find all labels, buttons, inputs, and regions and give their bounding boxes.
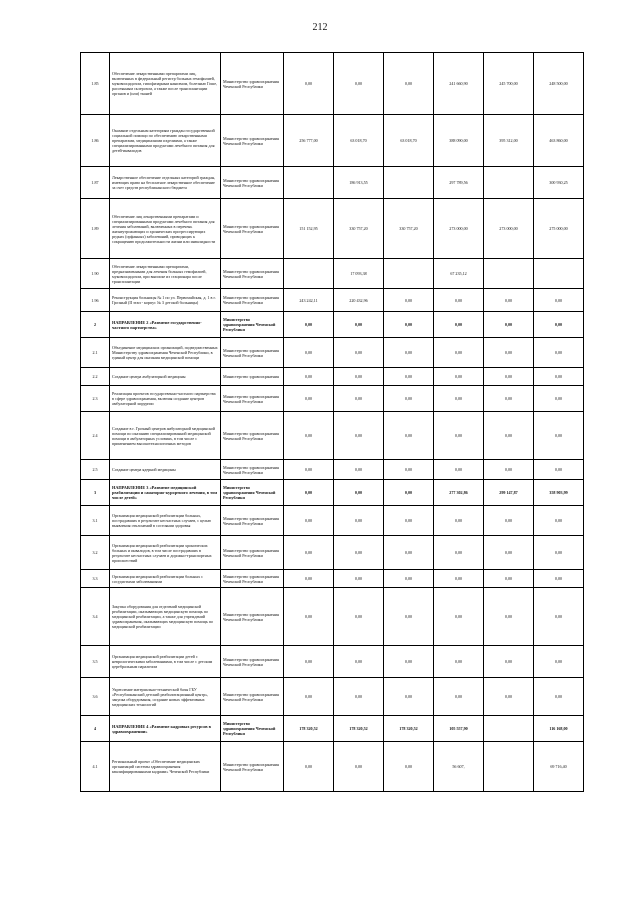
value-cell: 395 312,00 bbox=[484, 115, 534, 167]
activity-name: НАПРАВЛЕНИЕ 3 «Развитие медицинской реабилитации и санаторно-курортного лечения, в том числе детей» bbox=[110, 480, 221, 506]
executor: Министерство здравоохранения Чеченской Республики bbox=[221, 716, 284, 742]
row-number: 2.2 bbox=[81, 368, 110, 386]
value-cell: 0,00 bbox=[534, 289, 584, 312]
activity-name: Укрепление материально-технической базы ГБУ «Республиканский детский реабилитационный центр», закупка оборудования, создание новых эффективных медицинских технологий bbox=[110, 678, 221, 716]
value-cell: 17 093,38 bbox=[334, 259, 384, 289]
value-cell: 220 432,96 bbox=[334, 289, 384, 312]
activity-name: Региональный проект «Обеспечение медицинских организаций системы здравоохранения квалифицированными кадрами» Чеченской Республики bbox=[110, 742, 221, 792]
value-cell: 0,00 bbox=[434, 460, 484, 480]
executor: Министерство здравоохранения bbox=[221, 368, 284, 386]
row-number: 1.87 bbox=[81, 167, 110, 199]
row-number: 1.90 bbox=[81, 259, 110, 289]
value-cell: 0,00 bbox=[484, 368, 534, 386]
value-cell: 0,00 bbox=[284, 570, 334, 588]
value-cell bbox=[484, 259, 534, 289]
executor: Министерство здравоохранения Чеченской Республики bbox=[221, 536, 284, 570]
value-cell: 0,00 bbox=[284, 53, 334, 115]
row-number: 3.5 bbox=[81, 646, 110, 678]
value-cell: 358 903,99 bbox=[534, 480, 584, 506]
value-cell: 243 242,11 bbox=[284, 289, 334, 312]
row-number: 1.85 bbox=[81, 53, 110, 115]
value-cell: 0,00 bbox=[384, 386, 434, 412]
executor: Министерство здравоохранения Чеченской Республики bbox=[221, 678, 284, 716]
executor: Министерство здравоохранения Чеченской Республики bbox=[221, 115, 284, 167]
activity-name: Организация медицинской реабилитации хронических больных и инвалидов, в том числе пострадавших в результате несчастных случаев и дорожно-транспортных происшествий bbox=[110, 536, 221, 570]
value-cell: 0,00 bbox=[534, 570, 584, 588]
activity-name: Обеспечение лекарственными препаратами, предназначенными для лечения больных гемофилией, муковисцидозом, при выписке из стационара после трансплантации bbox=[110, 259, 221, 289]
activity-name: Оказание отдельным категориям граждан государственной социальной помощи по обеспечению лекарственными препаратами, медицинскими изделиями, а также специализированными продуктами лечебного питания для детей-инвалидов bbox=[110, 115, 221, 167]
value-cell: 273 000,00 bbox=[434, 199, 484, 259]
value-cell: 0,00 bbox=[334, 678, 384, 716]
table-row bbox=[81, 506, 584, 536]
table-row bbox=[81, 386, 584, 412]
value-cell: 0,00 bbox=[434, 412, 484, 460]
value-cell: 0,00 bbox=[484, 312, 534, 338]
value-cell: 69 716,40 bbox=[534, 742, 584, 792]
executor: Министерство здравоохранения Чеченской Республики bbox=[221, 742, 284, 792]
value-cell: 0,00 bbox=[284, 588, 334, 646]
row-number: 3.1 bbox=[81, 506, 110, 536]
row-number: 3.6 bbox=[81, 678, 110, 716]
value-cell: 0,00 bbox=[384, 338, 434, 368]
row-number: 2.1 bbox=[81, 338, 110, 368]
value-cell: 256 777,00 bbox=[284, 115, 334, 167]
table-row bbox=[81, 338, 584, 368]
executor: Министерство здравоохранения Чеченской Республики bbox=[221, 312, 284, 338]
value-cell bbox=[484, 742, 534, 792]
value-cell: 0,00 bbox=[334, 570, 384, 588]
value-cell: 0,00 bbox=[334, 646, 384, 678]
activity-name: Объединение медицинских организаций, подведомственных Министерству здравоохранения Чеченской Республики, в единый центр для оказания медицинской помощи bbox=[110, 338, 221, 368]
value-cell: 0,00 bbox=[534, 412, 584, 460]
activity-name: Организация медицинской реабилитации детей с неврологическими заболеваниями, в том числе с детским церебральным параличом bbox=[110, 646, 221, 678]
value-cell: 0,00 bbox=[484, 570, 534, 588]
value-cell: 63 018,70 bbox=[334, 115, 384, 167]
value-cell: 0,00 bbox=[484, 386, 534, 412]
value-cell: 0,00 bbox=[534, 646, 584, 678]
table-row bbox=[81, 199, 584, 259]
value-cell: 0,00 bbox=[534, 588, 584, 646]
executor: Министерство здравоохранения Чеченской Республики bbox=[221, 460, 284, 480]
value-cell: 0,00 bbox=[434, 289, 484, 312]
value-cell: 178 320,52 bbox=[384, 716, 434, 742]
value-cell: 0,00 bbox=[284, 480, 334, 506]
value-cell: 0,00 bbox=[384, 460, 434, 480]
value-cell bbox=[384, 259, 434, 289]
table-row bbox=[81, 289, 584, 312]
executor: Министерство здравоохранения Чеченской Республики bbox=[221, 646, 284, 678]
table-row bbox=[81, 53, 584, 115]
value-cell bbox=[284, 259, 334, 289]
value-cell: 0,00 bbox=[534, 678, 584, 716]
value-cell: 0,00 bbox=[384, 570, 434, 588]
executor: Министерство здравоохранения Чеченской Республики bbox=[221, 289, 284, 312]
table-row bbox=[81, 259, 584, 289]
executor: Министерство здравоохранения Чеченской Республики bbox=[221, 412, 284, 460]
activity-name: Лекарственное обеспечение отдельных категорий граждан, имеющих право на бесплатное лекарственное обеспечение за счет средств республиканского бюджета bbox=[110, 167, 221, 199]
activity-name: Закупка оборудования для отделений медицинской реабилитации, оказывающих медицинскую помощь по медицинской реабилитации, а также для учреждений здравоохранения, оказывающих медицинскую помощь по медицинской реабилитации bbox=[110, 588, 221, 646]
value-cell: 300 930,25 bbox=[534, 167, 584, 199]
executor: Министерство здравоохранения Чеченской Республики bbox=[221, 588, 284, 646]
row-number: 2.3 bbox=[81, 386, 110, 412]
row-number: 1.89 bbox=[81, 199, 110, 259]
value-cell: 0,00 bbox=[534, 338, 584, 368]
value-cell: 0,00 bbox=[384, 53, 434, 115]
row-number: 3.4 bbox=[81, 588, 110, 646]
value-cell: 151 152,95 bbox=[284, 199, 334, 259]
value-cell: 178 320,52 bbox=[284, 716, 334, 742]
value-cell: 0,00 bbox=[434, 646, 484, 678]
value-cell: 56 607, bbox=[434, 742, 484, 792]
value-cell: 178 320,52 bbox=[334, 716, 384, 742]
value-cell: 0,00 bbox=[284, 460, 334, 480]
value-cell: 0,00 bbox=[334, 412, 384, 460]
value-cell: 0,00 bbox=[534, 368, 584, 386]
executor: Министерство здравоохранения Чеченской Республики bbox=[221, 506, 284, 536]
value-cell: 299 147,87 bbox=[484, 480, 534, 506]
value-cell: 0,00 bbox=[334, 368, 384, 386]
row-number: 2 bbox=[81, 312, 110, 338]
table-row bbox=[81, 412, 584, 460]
table-row bbox=[81, 588, 584, 646]
value-cell: 0,00 bbox=[434, 678, 484, 716]
value-cell bbox=[484, 167, 534, 199]
value-cell: 67 235,12 bbox=[434, 259, 484, 289]
value-cell bbox=[534, 259, 584, 289]
value-cell: 0,00 bbox=[334, 742, 384, 792]
value-cell: 0,00 bbox=[284, 386, 334, 412]
row-number: 3.3 bbox=[81, 570, 110, 588]
value-cell bbox=[484, 716, 534, 742]
value-cell: 0,00 bbox=[284, 412, 334, 460]
value-cell: 0,00 bbox=[434, 570, 484, 588]
value-cell: 0,00 bbox=[434, 386, 484, 412]
executor: Министерство здравоохранения Чеченской Республики bbox=[221, 53, 284, 115]
value-cell: 0,00 bbox=[434, 506, 484, 536]
activity-name: НАПРАВЛЕНИЕ 2 «Развитие государственно-частного партнерства» bbox=[110, 312, 221, 338]
value-cell: 0,00 bbox=[384, 646, 434, 678]
table-row bbox=[81, 460, 584, 480]
direction-row bbox=[81, 480, 584, 506]
value-cell: 0,00 bbox=[384, 588, 434, 646]
table-row bbox=[81, 368, 584, 386]
value-cell bbox=[284, 167, 334, 199]
activity-name: НАПРАВЛЕНИЕ 4 «Развитие кадровых ресурсов в здравоохранении» bbox=[110, 716, 221, 742]
value-cell: 0,00 bbox=[434, 536, 484, 570]
activity-name: Реализация проектов государственно-частного партнерства в сфере здравоохранения, включая создание центров амбулаторной хирургии bbox=[110, 386, 221, 412]
value-cell: 0,00 bbox=[284, 312, 334, 338]
value-cell: 0,00 bbox=[434, 588, 484, 646]
value-cell: 0,00 bbox=[334, 536, 384, 570]
value-cell: 0,00 bbox=[384, 480, 434, 506]
activity-name: Создание в г. Грозный центров амбулаторной медицинской помощи по оказанию специализированной медицинской помощи в амбулаторных условиях, в том числе с применением высокотехнологичных методов bbox=[110, 412, 221, 460]
table-row bbox=[81, 167, 584, 199]
row-number: 4.1 bbox=[81, 742, 110, 792]
table-row bbox=[81, 742, 584, 792]
value-cell: 388 090,00 bbox=[434, 115, 484, 167]
value-cell: 116 168,00 bbox=[534, 716, 584, 742]
executor: Министерство здравоохранения Чеченской Республики bbox=[221, 338, 284, 368]
row-number: 1.86 bbox=[81, 115, 110, 167]
row-number: 2.5 bbox=[81, 460, 110, 480]
value-cell: 0,00 bbox=[334, 312, 384, 338]
value-cell: 275 000,00 bbox=[534, 199, 584, 259]
row-number: 3 bbox=[81, 480, 110, 506]
value-cell: 0,00 bbox=[434, 312, 484, 338]
direction-row bbox=[81, 716, 584, 742]
table-row bbox=[81, 570, 584, 588]
value-cell: 245 700,00 bbox=[484, 53, 534, 115]
value-cell: 0,00 bbox=[334, 506, 384, 536]
value-cell bbox=[384, 167, 434, 199]
row-number: 2.4 bbox=[81, 412, 110, 460]
activity-name: Обеспечение лекарственными препаратами лиц, включенных в федеральный регистр больных гемофилией, муковисцидозом, гипофизарным нанизмом, болезнью Гоше, рассеянным склерозом, а также после трансплантации органов и (или) тканей bbox=[110, 53, 221, 115]
executor: Министерство здравоохранения Чеченской Республики bbox=[221, 480, 284, 506]
executor: Министерство здравоохранения Чеченской Республики bbox=[221, 199, 284, 259]
direction-row bbox=[81, 312, 584, 338]
value-cell: 0,00 bbox=[384, 412, 434, 460]
value-cell: 273 000,00 bbox=[484, 199, 534, 259]
value-cell: 0,00 bbox=[484, 506, 534, 536]
value-cell: 330 757,20 bbox=[384, 199, 434, 259]
table-row bbox=[81, 115, 584, 167]
budget-table bbox=[80, 52, 584, 792]
row-number: 1.96 bbox=[81, 289, 110, 312]
value-cell: 0,00 bbox=[334, 338, 384, 368]
value-cell: 0,00 bbox=[384, 289, 434, 312]
value-cell: 186 913,55 bbox=[334, 167, 384, 199]
value-cell: 0,00 bbox=[484, 536, 534, 570]
activity-name: Создание центра ядерной медицины bbox=[110, 460, 221, 480]
value-cell: 0,00 bbox=[484, 588, 534, 646]
activity-name: Создание центра амбулаторной медицины bbox=[110, 368, 221, 386]
activity-name: Организация медицинской реабилитации больных, пострадавших в результате несчастных случаев, с целью выявления отклонений в состоянии здоровья bbox=[110, 506, 221, 536]
value-cell: 0,00 bbox=[534, 536, 584, 570]
value-cell: 0,00 bbox=[284, 536, 334, 570]
budget-table-container bbox=[80, 52, 584, 792]
activity-name: Обеспечение лиц лекарственными препаратами и специализированными продуктами лечебного питания для лечения заболеваний, включенных в перечень жизнеугрожающих и хронических прогрессирующих редких (орфанных) заболеваний, приводящих к сокращению продолжительности жизни или инвалидности bbox=[110, 199, 221, 259]
value-cell: 0,00 bbox=[534, 312, 584, 338]
value-cell: 241 660,90 bbox=[434, 53, 484, 115]
value-cell: 0,00 bbox=[334, 460, 384, 480]
row-number: 4 bbox=[81, 716, 110, 742]
value-cell: 0,00 bbox=[434, 338, 484, 368]
executor: Министерство здравоохранения Чеченской Республики bbox=[221, 386, 284, 412]
value-cell: 0,00 bbox=[484, 338, 534, 368]
table-row bbox=[81, 646, 584, 678]
value-cell: 0,00 bbox=[484, 289, 534, 312]
page-number: 212 bbox=[312, 22, 328, 33]
value-cell: 105 557,90 bbox=[434, 716, 484, 742]
row-number: 3.2 bbox=[81, 536, 110, 570]
value-cell: 0,00 bbox=[484, 678, 534, 716]
value-cell: 63 018,70 bbox=[384, 115, 434, 167]
value-cell: 0,00 bbox=[284, 338, 334, 368]
value-cell: 0,00 bbox=[334, 386, 384, 412]
value-cell: 0,00 bbox=[384, 678, 434, 716]
value-cell: 0,00 bbox=[384, 506, 434, 536]
value-cell: 0,00 bbox=[384, 312, 434, 338]
value-cell: 0,00 bbox=[284, 646, 334, 678]
value-cell: 0,00 bbox=[284, 368, 334, 386]
value-cell: 0,00 bbox=[334, 480, 384, 506]
executor: Министерство здравоохранения Чеченской Республики bbox=[221, 167, 284, 199]
value-cell: 0,00 bbox=[434, 368, 484, 386]
value-cell: 330 757,20 bbox=[334, 199, 384, 259]
table-row bbox=[81, 678, 584, 716]
value-cell: 0,00 bbox=[484, 646, 534, 678]
value-cell: 0,00 bbox=[334, 588, 384, 646]
value-cell: 0,00 bbox=[534, 506, 584, 536]
value-cell: 0,00 bbox=[384, 742, 434, 792]
table-row bbox=[81, 536, 584, 570]
value-cell: 277 302,86 bbox=[434, 480, 484, 506]
executor: Министерство здравоохранения Чеченской Республики bbox=[221, 570, 284, 588]
value-cell: 248 500,00 bbox=[534, 53, 584, 115]
activity-name: Реконструкция больницы № 1 по ул. Первомайская, д. 1 в г. Грозный (II этап - корпус № 3 детской больницы) bbox=[110, 289, 221, 312]
value-cell: 0,00 bbox=[334, 53, 384, 115]
value-cell: 463 860,00 bbox=[534, 115, 584, 167]
value-cell: 0,00 bbox=[384, 536, 434, 570]
value-cell: 0,00 bbox=[284, 506, 334, 536]
value-cell: 0,00 bbox=[384, 368, 434, 386]
value-cell: 297 789,56 bbox=[434, 167, 484, 199]
value-cell: 0,00 bbox=[284, 678, 334, 716]
value-cell: 0,00 bbox=[484, 412, 534, 460]
executor: Министерство здравоохранения Чеченской Республики bbox=[221, 259, 284, 289]
activity-name: Организация медицинской реабилитации больных с сосудистыми заболеваниями bbox=[110, 570, 221, 588]
value-cell: 0,00 bbox=[534, 386, 584, 412]
value-cell: 0,00 bbox=[284, 742, 334, 792]
value-cell: 0,00 bbox=[534, 460, 584, 480]
value-cell: 0,00 bbox=[484, 460, 534, 480]
